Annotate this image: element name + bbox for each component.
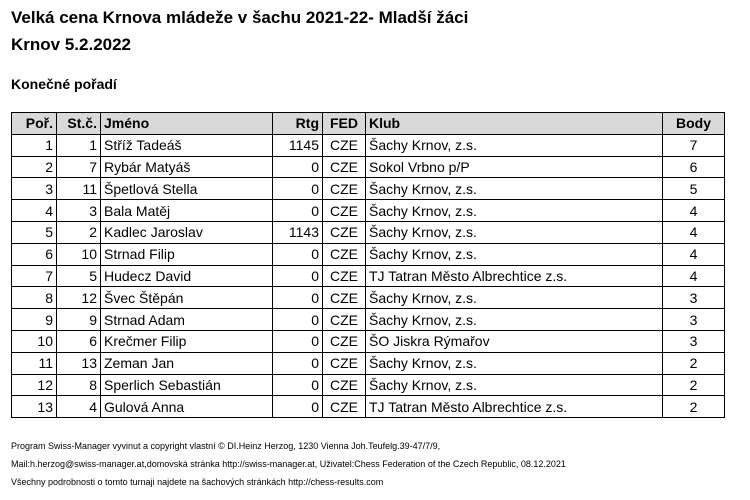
cell-rating: 0 bbox=[273, 352, 323, 374]
header-rating: Rtg bbox=[273, 113, 323, 135]
cell-name: Kadlec Jaroslav bbox=[101, 221, 273, 243]
cell-rank: 7 bbox=[12, 265, 57, 287]
header-start-number: St.č. bbox=[57, 113, 101, 135]
cell-name: Sperlich Sebastián bbox=[101, 374, 273, 396]
table-row bbox=[12, 374, 725, 396]
footer-results-link: Všechny podrobnosti o tomto turnaji najdete na šachových stránkách http://chess-results.com bbox=[11, 477, 384, 487]
cell-rank: 11 bbox=[12, 352, 57, 374]
table-row bbox=[12, 352, 725, 374]
table-row bbox=[12, 330, 725, 352]
header-federation: FED bbox=[323, 113, 366, 135]
table-row bbox=[12, 134, 725, 156]
footer-copyright: Program Swiss-Manager vyvinut a copyright vlastní © DI.Heinz Herzog, 1230 Vienna Joh.Teufelg.39-47/7/9, bbox=[11, 441, 441, 451]
cell-points: 4 bbox=[663, 265, 725, 287]
cell-name: Strnad Filip bbox=[101, 243, 273, 265]
cell-name: Krečmer Filip bbox=[101, 330, 273, 352]
cell-rank: 10 bbox=[12, 330, 57, 352]
cell-federation: CZE bbox=[323, 265, 366, 287]
cell-start-number: 3 bbox=[57, 200, 101, 222]
cell-start-number: 11 bbox=[57, 178, 101, 200]
cell-points: 3 bbox=[663, 287, 725, 309]
cell-start-number: 4 bbox=[57, 396, 101, 418]
cell-name: Strnad Adam bbox=[101, 309, 273, 331]
cell-rank: 13 bbox=[12, 396, 57, 418]
cell-rank: 12 bbox=[12, 374, 57, 396]
cell-points: 4 bbox=[663, 221, 725, 243]
cell-points: 5 bbox=[663, 178, 725, 200]
cell-start-number: 8 bbox=[57, 374, 101, 396]
cell-federation: CZE bbox=[323, 134, 366, 156]
cell-club: Šachy Krnov, z.s. bbox=[366, 374, 663, 396]
cell-federation: CZE bbox=[323, 200, 366, 222]
cell-club: TJ Tatran Město Albrechtice z.s. bbox=[366, 396, 663, 418]
cell-start-number: 9 bbox=[57, 309, 101, 331]
header-rank: Poř. bbox=[12, 113, 57, 135]
cell-points: 2 bbox=[663, 374, 725, 396]
cell-name: Hudecz David bbox=[101, 265, 273, 287]
cell-rating: 0 bbox=[273, 265, 323, 287]
cell-rating: 0 bbox=[273, 309, 323, 331]
cell-points: 7 bbox=[663, 134, 725, 156]
cell-rank: 5 bbox=[12, 221, 57, 243]
header-points: Body bbox=[663, 113, 725, 135]
cell-federation: CZE bbox=[323, 374, 366, 396]
cell-federation: CZE bbox=[323, 352, 366, 374]
cell-start-number: 5 bbox=[57, 265, 101, 287]
cell-rating: 0 bbox=[273, 330, 323, 352]
cell-name: Gulová Anna bbox=[101, 396, 273, 418]
cell-rating: 0 bbox=[273, 287, 323, 309]
cell-name: Zeman Jan bbox=[101, 352, 273, 374]
table-row bbox=[12, 221, 725, 243]
cell-rating: 1145 bbox=[273, 134, 323, 156]
cell-rank: 6 bbox=[12, 243, 57, 265]
cell-start-number: 2 bbox=[57, 221, 101, 243]
cell-points: 3 bbox=[663, 309, 725, 331]
table-row bbox=[12, 156, 725, 178]
cell-federation: CZE bbox=[323, 287, 366, 309]
cell-name: Stříž Tadeáš bbox=[101, 134, 273, 156]
cell-club: Šachy Krnov, z.s. bbox=[366, 200, 663, 222]
cell-rank: 8 bbox=[12, 287, 57, 309]
table-row bbox=[12, 178, 725, 200]
cell-rating: 0 bbox=[273, 374, 323, 396]
cell-club: Sokol Vrbno p/P bbox=[366, 156, 663, 178]
final-standings-table bbox=[11, 112, 725, 418]
event-date-location: Krnov 5.2.2022 bbox=[11, 35, 132, 54]
cell-rank: 1 bbox=[12, 134, 57, 156]
cell-points: 2 bbox=[663, 352, 725, 374]
table-row bbox=[12, 396, 725, 418]
table-row bbox=[12, 200, 725, 222]
cell-points: 4 bbox=[663, 243, 725, 265]
cell-federation: CZE bbox=[323, 221, 366, 243]
table-row bbox=[12, 265, 725, 287]
table-row bbox=[12, 243, 725, 265]
cell-name: Špetlová Stella bbox=[101, 178, 273, 200]
cell-rating: 0 bbox=[273, 200, 323, 222]
cell-club: Šachy Krnov, z.s. bbox=[366, 243, 663, 265]
cell-rank: 3 bbox=[12, 178, 57, 200]
cell-rank: 2 bbox=[12, 156, 57, 178]
cell-federation: CZE bbox=[323, 156, 366, 178]
cell-rank: 4 bbox=[12, 200, 57, 222]
cell-points: 4 bbox=[663, 200, 725, 222]
page-title: Velká cena Krnova mládeže v šachu 2021-22- Mladší žáci bbox=[11, 8, 469, 27]
cell-points: 6 bbox=[663, 156, 725, 178]
section-heading: Konečné pořadí bbox=[11, 76, 117, 92]
cell-start-number: 6 bbox=[57, 330, 101, 352]
cell-club: Šachy Krnov, z.s. bbox=[366, 134, 663, 156]
cell-club: Šachy Krnov, z.s. bbox=[366, 178, 663, 200]
cell-rating: 0 bbox=[273, 156, 323, 178]
cell-club: ŠO Jiskra Rýmařov bbox=[366, 330, 663, 352]
cell-points: 3 bbox=[663, 330, 725, 352]
cell-rating: 1143 bbox=[273, 221, 323, 243]
header-club: Klub bbox=[366, 113, 663, 135]
cell-federation: CZE bbox=[323, 243, 366, 265]
cell-rating: 0 bbox=[273, 243, 323, 265]
cell-name: Bala Matěj bbox=[101, 200, 273, 222]
cell-start-number: 12 bbox=[57, 287, 101, 309]
cell-club: Šachy Krnov, z.s. bbox=[366, 352, 663, 374]
cell-club: Šachy Krnov, z.s. bbox=[366, 221, 663, 243]
cell-rank: 9 bbox=[12, 309, 57, 331]
cell-federation: CZE bbox=[323, 309, 366, 331]
table-row bbox=[12, 287, 725, 309]
cell-federation: CZE bbox=[323, 178, 366, 200]
cell-rating: 0 bbox=[273, 396, 323, 418]
cell-rating: 0 bbox=[273, 178, 323, 200]
cell-start-number: 7 bbox=[57, 156, 101, 178]
cell-name: Rybár Matyáš bbox=[101, 156, 273, 178]
cell-points: 2 bbox=[663, 396, 725, 418]
cell-name: Švec Štěpán bbox=[101, 287, 273, 309]
header-name: Jméno bbox=[101, 113, 273, 135]
cell-club: Šachy Krnov, z.s. bbox=[366, 309, 663, 331]
cell-start-number: 1 bbox=[57, 134, 101, 156]
table-row bbox=[12, 309, 725, 331]
cell-federation: CZE bbox=[323, 330, 366, 352]
table-header-row bbox=[12, 113, 725, 135]
cell-club: TJ Tatran Město Albrechtice z.s. bbox=[366, 265, 663, 287]
footer-contact: Mail:h.herzog@swiss-manager.at,domovská stránka http://swiss-manager.at, Uživatel:Chess Federation of the Czech Republic, 08.12.2021 bbox=[11, 459, 566, 469]
cell-start-number: 13 bbox=[57, 352, 101, 374]
cell-start-number: 10 bbox=[57, 243, 101, 265]
cell-federation: CZE bbox=[323, 396, 366, 418]
cell-club: Šachy Krnov, z.s. bbox=[366, 287, 663, 309]
